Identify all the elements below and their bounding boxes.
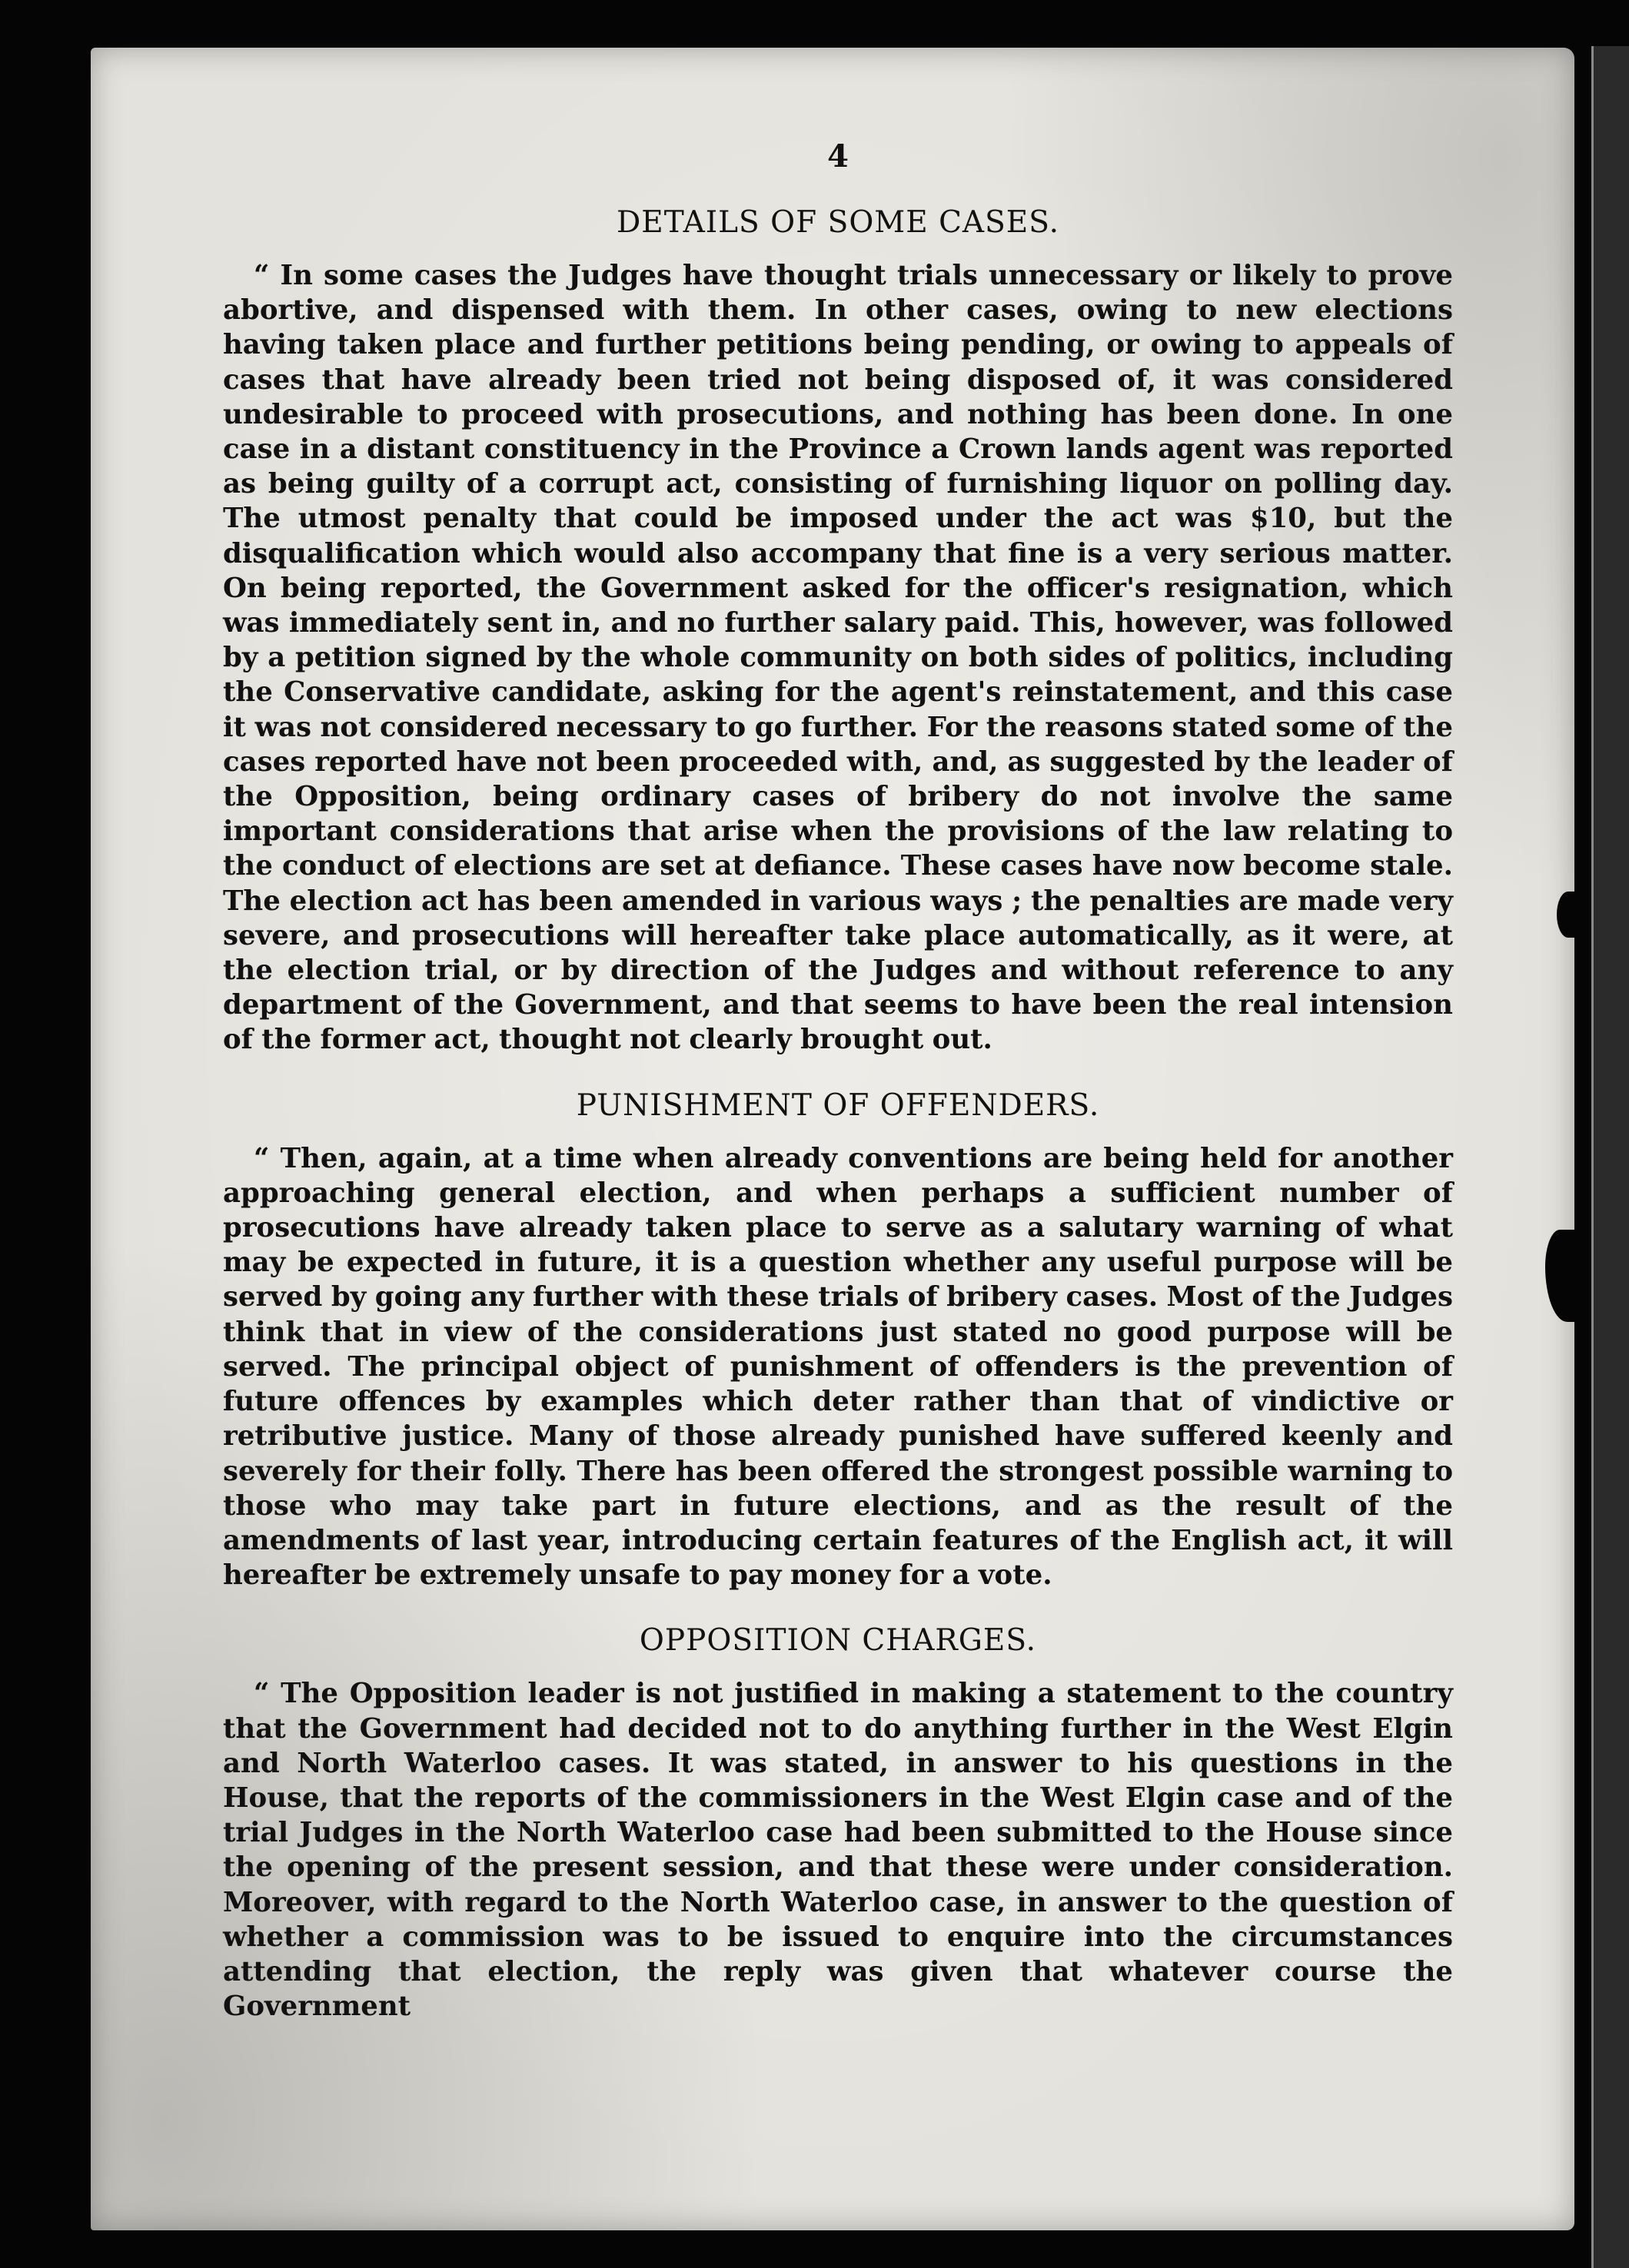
section-paragraph-opposition: “ The Opposition leader is not justified in making a statement to the country that the Government had decided not to do anything further in the West Elgin and North Waterloo cases. It was stated, in answer to his questions in the House, that the reports of the commissioners in the West Elgin case and of the trial Judges in the North Waterloo case had been submitted to the House since the opening of the present session, and that these were under consideration. Moreover, with regard to the North Waterloo case, in answer to the question of whether a commission was to be issued to enquire into the circumstances attending that election, the reply was given that whatever course the Government: [223, 1678, 1453, 2023]
section-heading-punishment: PUNISHMENT OF OFFENDERS.: [576, 1088, 1100, 1123]
document-body: [223, 138, 1453, 2054]
section-paragraph-details: “ In some cases the Judges have thought trials unnecessary or likely to prove abortive, and dispensed with them. In other cases, owing to new elections having taken place and further petitions being pending, or owing to appeals of cases that have already been tried not being disposed of, it was considered undesirable to proceed with prosecutions, and nothing has been done. In one case in a distant constituency in the Province a Crown lands agent was reported as being guilty of a corrupt act, consisting of furnishing liquor on polling day. The utmost penalty that could be imposed under the act was $10, but the disqualification which would also accompany that fine is a very serious matter. On being reported, the Government asked for the officer's resignation, which was immediately sent in, and no further salary paid. This, however, was followed by a petition signed by the whole community on both sides of politics, including the Conservative candidate, asking for the agent's reinstatement, and this case it was not considered necessary to go further. For the reasons stated some of the cases reported have not been proceeded with, and, as suggested by the leader of the Opposition, being ordinary cases of bribery do not involve the same important considerations that arise when the provisions of the law relating to the conduct of elections are set at defiance. These cases have now become stale. The election act has been amended in various ways ; the penalties are made very severe, and prosecutions will hereafter take place automatically, as it were, at the election trial, or by direction of the Judges and without reference to any department of the Government, and that seems to have been the real intension of the former act, thought not clearly brought out.: [223, 260, 1453, 1056]
section-heading-opposition: OPPOSITION CHARGES.: [639, 1623, 1037, 1659]
section-paragraph-punishment: “ Then, again, at a time when already conventions are being held for another approaching general election, and when perhaps a sufficient number of prosecutions have already taken place to serve as a salutary warning of what may be expected in future, it is a question whether any useful purpose will be served by going any further with these trials of bribery cases. Most of the Judges think that in view of the considerations just stated no good purpose will be served. The principal object of punishment of offenders is the prevention of future offences by examples which deter rather than that of vindictive or retributive justice. Many of those already punished have suffered keenly and severely for their folly. There has been offered the strongest possible warning to those who may take part in future elections, and as the result of the amendments of last year, introducing certain features of the English act, it will hereafter be extremely unsafe to pay money for a vote.: [223, 1142, 1453, 1592]
page-tear-mark: [1557, 892, 1580, 938]
page-number: 4: [827, 138, 849, 174]
adjacent-page-edge: [1591, 46, 1629, 2268]
section-heading-details: DETAILS OF SOME CASES.: [616, 205, 1060, 240]
